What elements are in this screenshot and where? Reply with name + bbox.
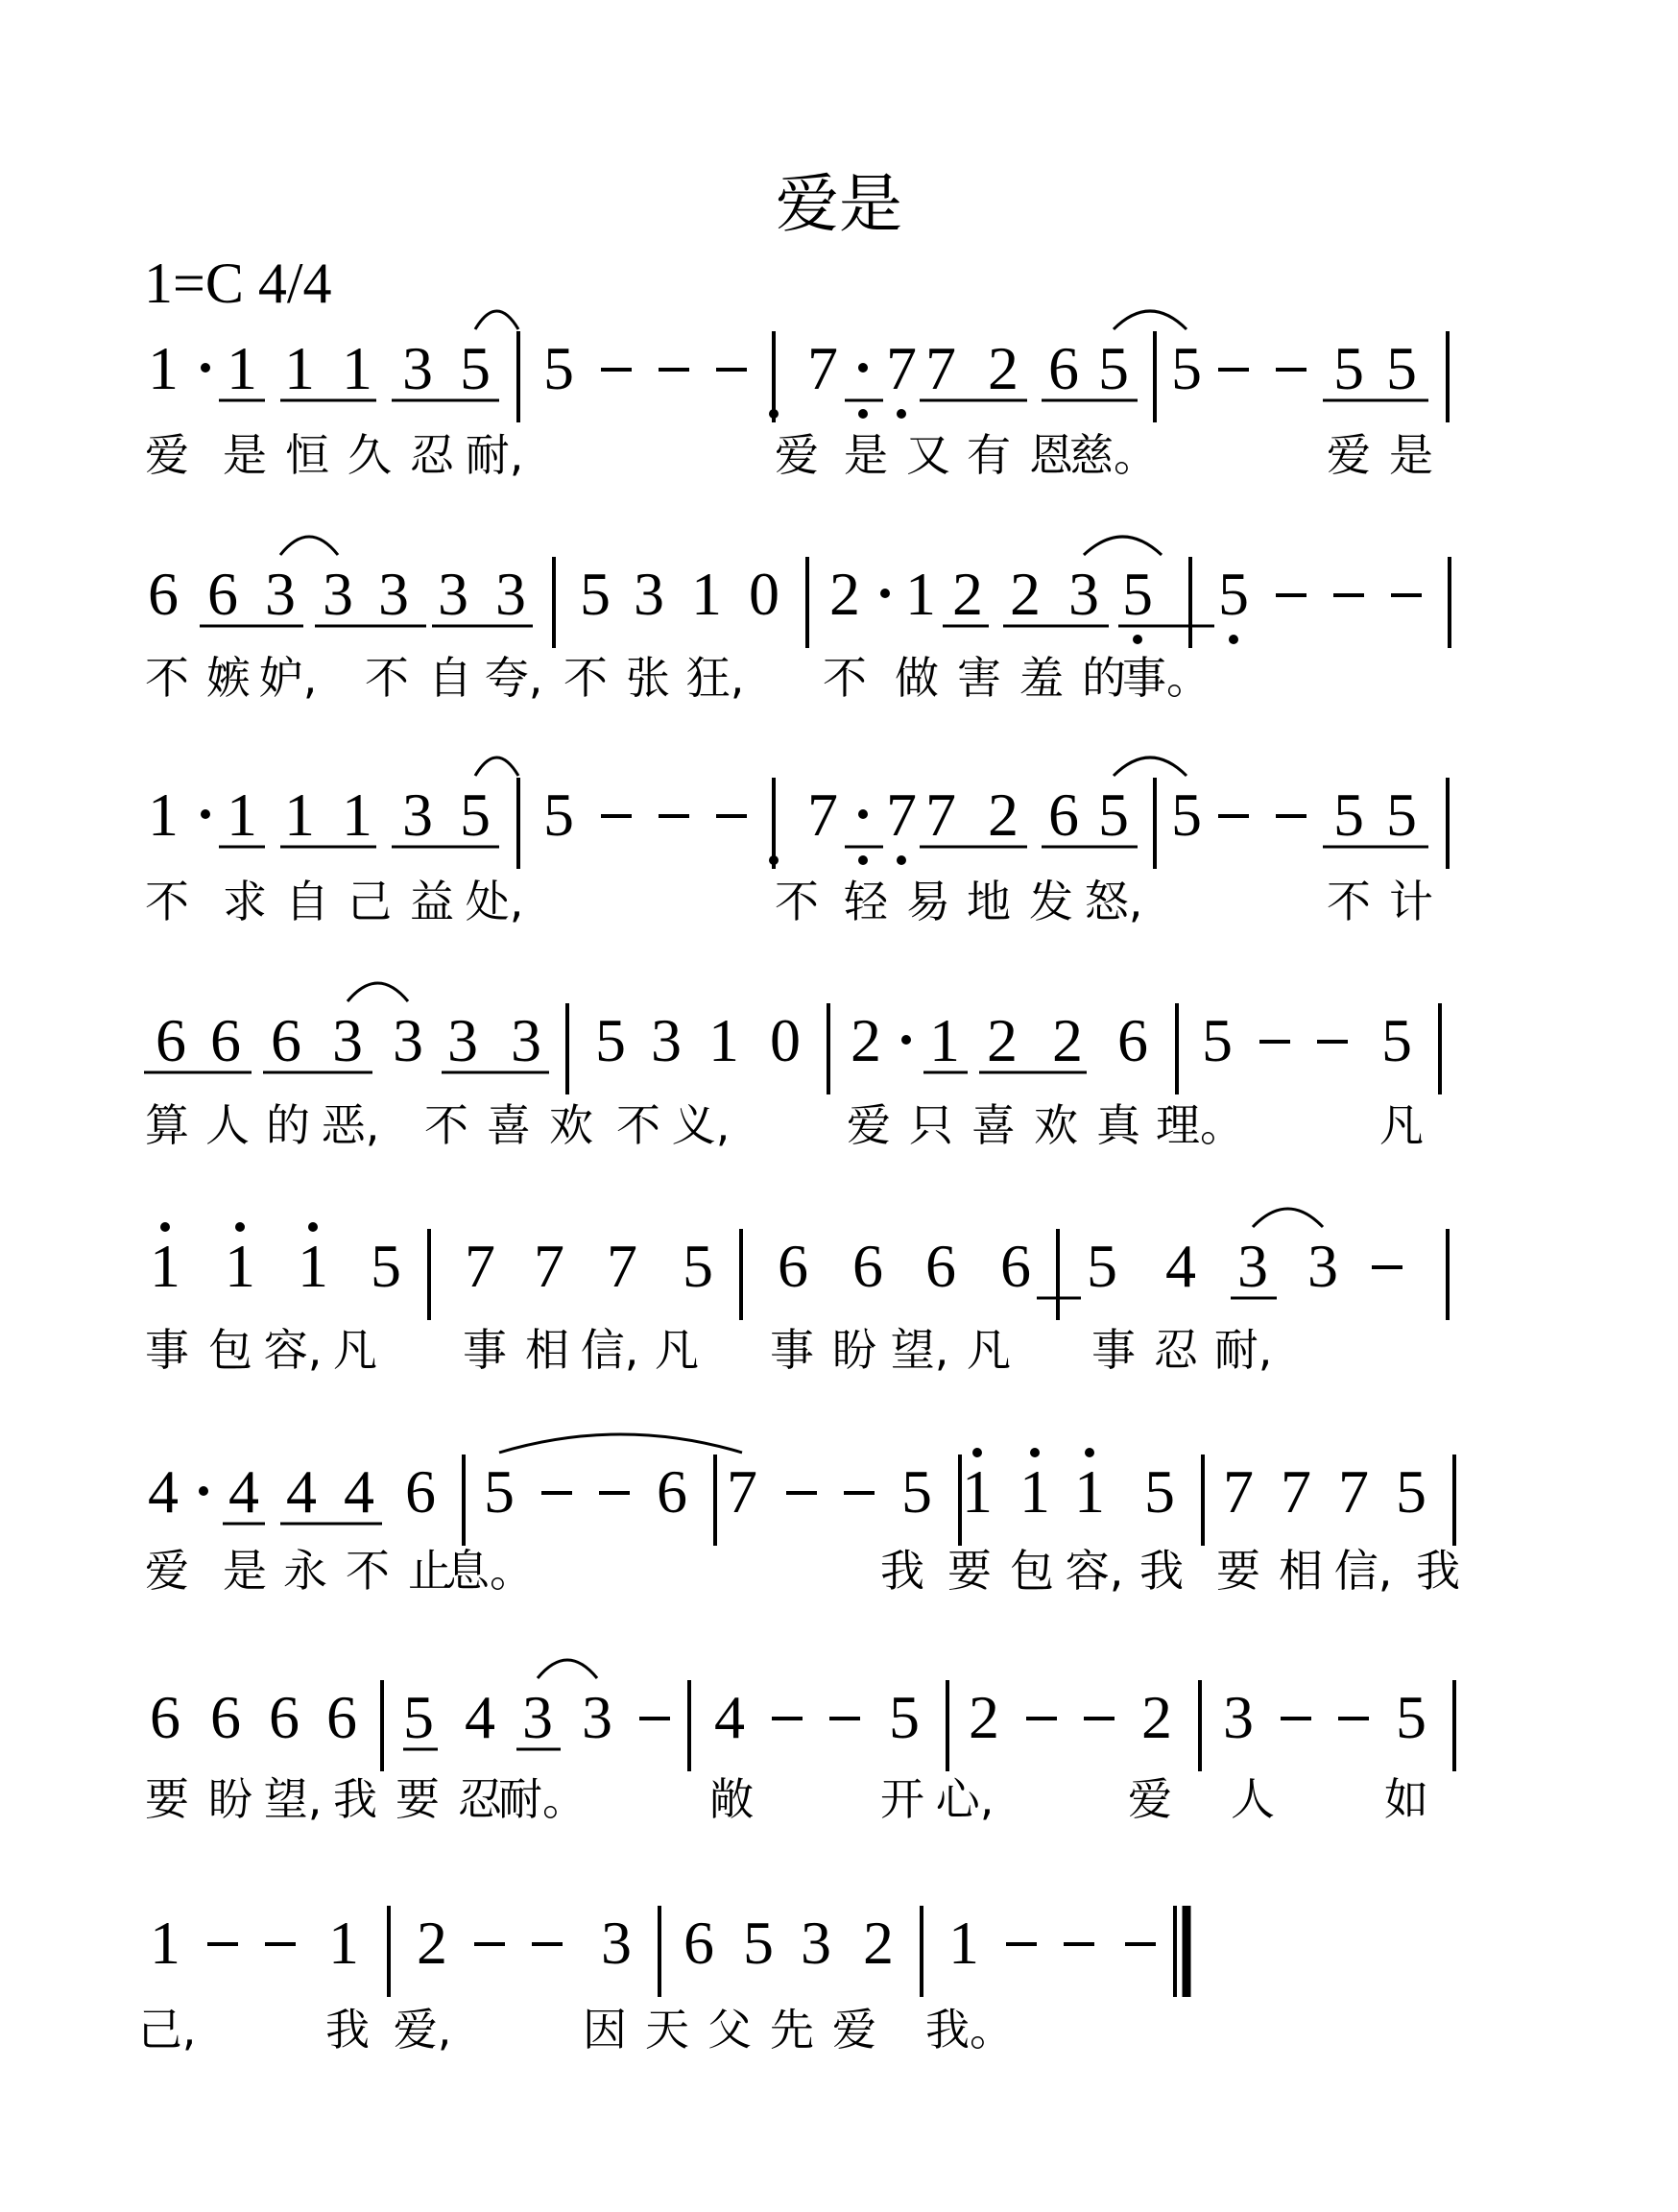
lyric-syllable: 只 — [909, 1099, 953, 1151]
lyric-syllable: 轻 — [844, 876, 888, 927]
note: 1 — [691, 560, 722, 628]
note: 5 — [460, 781, 491, 849]
lyric-syllable: 己, — [137, 2004, 197, 2056]
lyric-syllable: 凡 — [1379, 1099, 1424, 1151]
lyric-syllable: 我 — [1416, 1545, 1460, 1597]
note: 1 — [225, 1232, 255, 1300]
octave-low-dot — [769, 409, 779, 419]
note: 6 — [148, 560, 179, 628]
note: 5 — [1122, 560, 1153, 628]
note: 7 — [1223, 1457, 1254, 1526]
note: 5 — [683, 1232, 713, 1300]
note: 7 — [727, 1457, 757, 1526]
note: 3 — [1307, 1232, 1338, 1300]
lyric-syllable: 敞 — [709, 1773, 754, 1825]
note: 2 — [969, 1683, 999, 1751]
lyric-syllable: 怒, — [1084, 876, 1143, 927]
note: 3 — [495, 560, 526, 628]
lyric-syllable: 耐, — [1213, 1324, 1273, 1376]
dotted-rhythm — [199, 1486, 208, 1496]
lyric-syllable: 喜 — [971, 1099, 1016, 1151]
note: 1 — [150, 1232, 180, 1300]
lyric-syllable: 理。 — [1156, 1099, 1244, 1151]
lyric-syllable: 慈。 — [1069, 429, 1158, 481]
lyric-syllable: 要 — [1216, 1545, 1260, 1597]
lyric-syllable: 我 — [880, 1545, 924, 1597]
note: 5 — [889, 1683, 920, 1751]
lyric-syllable: 不 — [424, 1099, 468, 1151]
lyric-syllable: 爱 — [1327, 429, 1371, 481]
lyric-syllable: 凡 — [967, 1324, 1011, 1376]
note: 2 — [988, 334, 1019, 402]
note: 3 — [511, 1006, 541, 1074]
lyric-syllable: 事。 — [1122, 652, 1211, 704]
note: 5 — [1144, 1457, 1175, 1526]
note: 7 — [925, 781, 956, 849]
score-row — [145, 537, 1450, 704]
lyric-syllable: 要 — [145, 1773, 189, 1825]
lyric-syllable: 凡 — [655, 1324, 699, 1376]
note: 7 — [1281, 1457, 1311, 1526]
note: 6 — [405, 1457, 436, 1526]
note: 5 — [1098, 334, 1129, 402]
lyric-syllable: 我 — [325, 2004, 370, 2056]
note: 6 — [657, 1457, 687, 1526]
note: 3 — [438, 560, 468, 628]
note: 1 — [905, 560, 936, 628]
lyric-syllable: 爱 — [1128, 1773, 1172, 1825]
note: 5 — [1333, 334, 1364, 402]
lyric-syllable: 的 — [1082, 652, 1126, 704]
note: 0 — [770, 1006, 801, 1074]
lyric-syllable: 天 — [645, 2004, 689, 2056]
lyric-syllable: 忍 — [410, 429, 454, 481]
lyric-syllable: 包 — [1010, 1545, 1054, 1597]
lyric-syllable: 事 — [463, 1324, 507, 1376]
lyric-syllable: 信, — [580, 1324, 639, 1376]
note: 6 — [778, 1232, 808, 1300]
lyric-syllable: 忍 — [458, 1773, 502, 1825]
note: 1 — [227, 781, 257, 849]
lyric-syllable: 我 — [1139, 1545, 1184, 1597]
note: 2 — [987, 1006, 1018, 1074]
lyric-syllable: 是 — [844, 429, 888, 481]
lyric-syllable: 真 — [1096, 1099, 1140, 1151]
lyric-syllable: 义, — [671, 1099, 731, 1151]
octave-high-dot — [1030, 1448, 1040, 1457]
lyric-syllable: 欢 — [549, 1099, 593, 1151]
slur — [475, 757, 518, 776]
lyric-syllable: 盼 — [208, 1773, 252, 1825]
note: 4 — [344, 1457, 374, 1526]
lyric-syllable: 爱 — [847, 1099, 891, 1151]
lyric-syllable: 害 — [957, 652, 1001, 704]
octave-low-dot — [1229, 635, 1238, 644]
lyric-syllable: 不 — [145, 876, 189, 927]
slur — [1114, 757, 1187, 776]
note: 4 — [465, 1683, 495, 1751]
note: 5 — [460, 334, 491, 402]
lyric-syllable: 我 — [333, 1773, 377, 1825]
lyric-syllable: 忍 — [1154, 1324, 1198, 1376]
note: 1 — [328, 1909, 359, 1977]
lyric-syllable: 欢 — [1034, 1099, 1078, 1151]
lyric-syllable: 要 — [396, 1773, 440, 1825]
dotted-rhythm — [880, 589, 890, 598]
slur — [280, 537, 338, 555]
lyric-syllable: 因 — [583, 2004, 627, 2056]
score-row — [145, 1434, 1460, 1597]
octave-low-dot — [897, 409, 906, 419]
slur — [1253, 1209, 1323, 1227]
octave-low-dot — [858, 855, 868, 865]
note: 5 — [403, 1683, 434, 1751]
lyric-syllable: 耐。 — [498, 1773, 587, 1825]
note: 3 — [1223, 1683, 1254, 1751]
dotted-rhythm — [201, 363, 210, 373]
note: 6 — [1048, 334, 1079, 402]
note: 5 — [1171, 781, 1202, 849]
lyric-syllable: 人 — [205, 1099, 250, 1151]
lyric-syllable: 恶, — [321, 1099, 380, 1151]
note: 3 — [402, 334, 433, 402]
lyric-syllable: 狂, — [685, 652, 745, 704]
note: 6 — [852, 1232, 883, 1300]
lyric-syllable: 信, — [1333, 1545, 1393, 1597]
lyric-syllable: 不 — [1327, 876, 1371, 927]
note: 5 — [1171, 334, 1202, 402]
note: 4 — [148, 1457, 179, 1526]
dotted-rhythm — [201, 809, 210, 819]
note: 1 — [148, 781, 179, 849]
note: 5 — [1386, 334, 1417, 402]
note: 5 — [1396, 1683, 1426, 1751]
note: 5 — [580, 560, 611, 628]
lyric-syllable: 不 — [775, 876, 819, 927]
lyric-syllable: 止 — [408, 1545, 452, 1597]
octave-low-dot — [1133, 635, 1142, 644]
note: 7 — [886, 334, 917, 402]
slur — [1084, 537, 1162, 555]
lyric-syllable: 的 — [266, 1099, 310, 1151]
note: 1 — [298, 1232, 328, 1300]
slur — [348, 983, 408, 1001]
note: 1 — [227, 334, 257, 402]
slur — [475, 311, 518, 329]
lyric-syllable: 先 — [770, 2004, 814, 2056]
lyric-syllable: 又 — [906, 429, 950, 481]
lyric-syllable: 事 — [770, 1324, 814, 1376]
note: 4 — [1165, 1232, 1196, 1300]
score-row — [145, 1660, 1454, 1825]
lyric-syllable: 恒 — [285, 429, 329, 481]
note: 2 — [851, 1006, 881, 1074]
note: 3 — [323, 560, 353, 628]
lyric-syllable: 耐, — [465, 429, 524, 481]
note: 7 — [607, 1232, 637, 1300]
lyric-syllable: 羞 — [1019, 652, 1064, 704]
slur — [499, 1434, 742, 1453]
note: 7 — [807, 781, 838, 849]
song-title: 爱是 — [776, 167, 902, 241]
octave-low-dot — [858, 409, 868, 419]
octave-low-dot — [897, 855, 906, 865]
lyric-syllable: 永 — [283, 1545, 327, 1597]
note: 6 — [207, 560, 238, 628]
slur — [538, 1660, 597, 1678]
note: 3 — [393, 1006, 423, 1074]
lyric-syllable: 计 — [1389, 876, 1433, 927]
dotted-rhythm — [858, 809, 868, 819]
lyric-syllable: 心, — [935, 1773, 995, 1825]
note: 1 — [150, 1909, 180, 1977]
lyric-syllable: 是 — [223, 429, 267, 481]
lyric-syllable: 是 — [1389, 429, 1433, 481]
lyric-syllable: 嫉 — [206, 652, 251, 704]
note: 1 — [1074, 1457, 1105, 1526]
lyric-syllable: 不 — [365, 652, 409, 704]
lyric-syllable: 开 — [880, 1773, 924, 1825]
lyric-syllable: 处, — [465, 876, 524, 927]
lyric-syllable: 我。 — [925, 2004, 1014, 2056]
note: 2 — [1052, 1006, 1083, 1074]
lyric-syllable: 恩 — [1029, 429, 1073, 481]
note: 3 — [634, 560, 664, 628]
octave-high-dot — [308, 1222, 318, 1232]
lyric-syllable: 如 — [1384, 1773, 1428, 1825]
lyric-syllable: 做 — [895, 652, 939, 704]
note: 2 — [952, 560, 983, 628]
note: 2 — [1141, 1683, 1172, 1751]
lyric-syllable: 人 — [1231, 1773, 1275, 1825]
note: 4 — [286, 1457, 317, 1526]
note: 0 — [749, 560, 779, 628]
note: 3 — [582, 1683, 612, 1751]
note: 1 — [962, 1457, 993, 1526]
lyric-syllable: 有 — [967, 429, 1011, 481]
note: 5 — [1218, 560, 1249, 628]
note: 7 — [534, 1232, 564, 1300]
note: 3 — [601, 1909, 632, 1977]
note: 6 — [1000, 1232, 1031, 1300]
note: 1 — [284, 334, 315, 402]
lyric-syllable: 包 — [208, 1324, 252, 1376]
note: 2 — [1010, 560, 1041, 628]
note: 6 — [156, 1006, 186, 1074]
note: 7 — [807, 334, 838, 402]
lyric-syllable: 爱 — [775, 429, 819, 481]
note: 3 — [402, 781, 433, 849]
note: 5 — [1202, 1006, 1233, 1074]
note: 3 — [522, 1683, 553, 1751]
note: 6 — [210, 1006, 241, 1074]
note: 1 — [342, 334, 372, 402]
lyric-syllable: 望, — [890, 1324, 949, 1376]
lyric-syllable: 望, — [263, 1773, 323, 1825]
note: 2 — [829, 560, 860, 628]
lyric-syllable: 己 — [348, 876, 392, 927]
lyric-syllable: 事 — [1091, 1324, 1136, 1376]
slur — [1114, 311, 1187, 329]
note: 6 — [1117, 1006, 1148, 1074]
note: 4 — [228, 1457, 259, 1526]
note: 5 — [371, 1232, 401, 1300]
note: 1 — [1019, 1457, 1050, 1526]
lyric-syllable: 息。 — [445, 1545, 534, 1597]
note: 5 — [901, 1457, 932, 1526]
lyric-syllable: 容, — [263, 1324, 323, 1376]
note: 3 — [265, 560, 296, 628]
dotted-rhythm — [858, 363, 868, 373]
note: 4 — [714, 1683, 745, 1751]
lyric-syllable: 爱 — [832, 2004, 876, 2056]
lyric-syllable: 地 — [967, 876, 1011, 927]
lyric-syllable: 易 — [906, 876, 950, 927]
note: 2 — [863, 1909, 894, 1977]
octave-low-dot — [769, 855, 779, 865]
note: 6 — [269, 1683, 300, 1751]
lyric-syllable: 张 — [626, 652, 670, 704]
lyric-syllable: 容, — [1065, 1545, 1124, 1597]
note: 5 — [1381, 1006, 1412, 1074]
score-row — [145, 757, 1448, 927]
note: 6 — [326, 1683, 357, 1751]
dotted-rhythm — [901, 1035, 911, 1045]
note: 3 — [332, 1006, 363, 1074]
score-rows — [138, 311, 1460, 2056]
score-row — [144, 983, 1440, 1151]
note: 2 — [417, 1909, 447, 1977]
note: 1 — [708, 1006, 739, 1074]
note: 7 — [1338, 1457, 1369, 1526]
note: 2 — [988, 781, 1019, 849]
lyric-syllable: 相 — [525, 1324, 569, 1376]
key-signature: 1=C 4/4 — [144, 252, 332, 315]
note: 3 — [378, 560, 409, 628]
lyric-syllable: 要 — [947, 1545, 992, 1597]
note: 5 — [484, 1457, 515, 1526]
note: 5 — [595, 1006, 626, 1074]
lyric-syllable: 是 — [223, 1545, 267, 1597]
octave-high-dot — [235, 1222, 245, 1232]
lyric-syllable: 发 — [1029, 876, 1073, 927]
lyric-syllable: 凡 — [333, 1324, 377, 1376]
note: 7 — [465, 1232, 495, 1300]
octave-high-dot — [972, 1448, 982, 1457]
lyric-syllable: 久 — [348, 429, 392, 481]
note: 6 — [1048, 781, 1079, 849]
lyric-syllable: 算 — [145, 1099, 189, 1151]
note: 1 — [148, 334, 179, 402]
note: 5 — [1098, 781, 1129, 849]
score-row — [138, 1906, 1187, 2056]
lyric-syllable: 益 — [410, 876, 454, 927]
lyric-syllable: 爱, — [393, 2004, 452, 2056]
lyric-syllable: 相 — [1279, 1545, 1323, 1597]
lyric-syllable: 求 — [223, 876, 267, 927]
lyric-syllable: 爱 — [145, 1545, 189, 1597]
lyric-syllable: 不 — [823, 652, 867, 704]
octave-high-dot — [160, 1222, 170, 1232]
note: 5 — [543, 781, 574, 849]
note: 5 — [543, 334, 574, 402]
octave-high-dot — [1085, 1448, 1094, 1457]
lyric-syllable: 父 — [707, 2004, 752, 2056]
note: 1 — [342, 781, 372, 849]
note: 5 — [1333, 781, 1364, 849]
lyric-syllable: 妒, — [258, 652, 318, 704]
lyric-syllable: 不 — [563, 652, 608, 704]
lyric-syllable: 自 — [285, 876, 329, 927]
note: 1 — [284, 781, 315, 849]
note: 6 — [210, 1683, 241, 1751]
note: 6 — [683, 1909, 714, 1977]
note: 3 — [651, 1006, 682, 1074]
lyric-syllable: 自 — [428, 652, 472, 704]
lyric-syllable: 盼 — [832, 1324, 876, 1376]
score-row — [145, 1209, 1448, 1376]
note: 5 — [1396, 1457, 1426, 1526]
note: 1 — [929, 1006, 960, 1074]
score-row — [145, 311, 1448, 481]
note: 1 — [948, 1909, 979, 1977]
lyric-syllable: 爱 — [145, 429, 189, 481]
lyric-syllable: 夸, — [484, 652, 543, 704]
note: 3 — [447, 1006, 478, 1074]
note: 3 — [1237, 1232, 1268, 1300]
lyric-syllable: 喜 — [487, 1099, 531, 1151]
note: 7 — [886, 781, 917, 849]
lyric-syllable: 不 — [145, 652, 189, 704]
note: 6 — [150, 1683, 180, 1751]
note: 6 — [271, 1006, 301, 1074]
note: 6 — [925, 1232, 956, 1300]
note: 7 — [925, 334, 956, 402]
lyric-syllable: 事 — [145, 1324, 189, 1376]
note: 5 — [1386, 781, 1417, 849]
note: 3 — [801, 1909, 831, 1977]
note: 5 — [743, 1909, 774, 1977]
note: 5 — [1087, 1232, 1117, 1300]
note: 3 — [1068, 560, 1099, 628]
lyric-syllable: 不 — [616, 1099, 660, 1151]
lyric-syllable: 不 — [346, 1545, 390, 1597]
